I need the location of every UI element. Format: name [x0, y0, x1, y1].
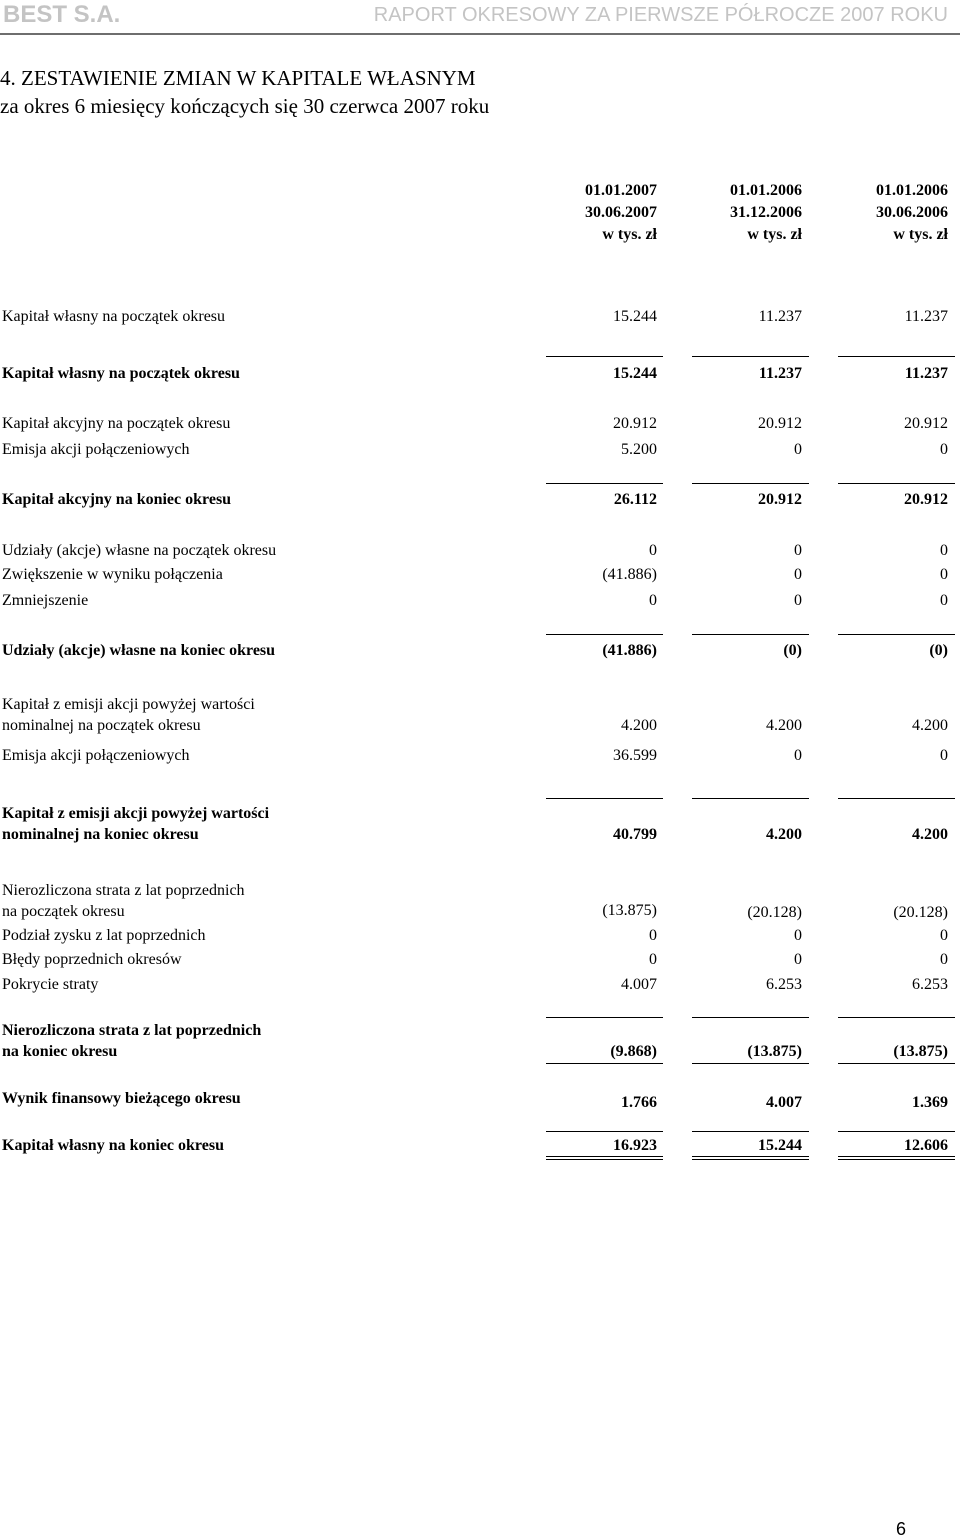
- row-label: Pokrycie straty: [2, 976, 99, 993]
- row-label: Zwiększenie w wyniku połączenia: [2, 566, 223, 583]
- column-header-3: [818, 180, 948, 246]
- row-value: (9.868): [610, 1043, 657, 1060]
- total-double-rule: [692, 1159, 809, 1160]
- row-label: Udziały (akcje) własne na koniec okresu: [2, 642, 276, 659]
- row-value: 11.237: [904, 308, 948, 325]
- row-value: 12.606: [904, 1137, 948, 1154]
- row-value: 15.244: [613, 308, 657, 325]
- subtotal-rule: [838, 634, 955, 635]
- row-label-continued: na koniec okresu: [2, 1043, 118, 1060]
- row-label: Emisja akcji połączeniowych: [2, 747, 190, 764]
- row-value: 0: [649, 927, 657, 944]
- subtotal-rule: [692, 483, 809, 484]
- row-value: (0): [783, 642, 802, 659]
- row-value: (41.886): [602, 642, 657, 659]
- company-name: BEST S.A.: [3, 1, 121, 28]
- row-value: (13.875): [747, 1043, 802, 1060]
- report-title: RAPORT OKRESOWY ZA PIERWSZE PÓŁROCZE 2007 ROKU: [373, 4, 948, 26]
- column-header-2: [672, 180, 802, 246]
- column-header-to: 31.12.2006: [730, 204, 802, 221]
- column-header-unit: w tys. zł: [602, 226, 657, 243]
- row-label: Kapitał własny na początek okresu: [2, 365, 240, 382]
- column-header-from: 01.01.2007: [585, 182, 657, 199]
- total-rule: [546, 1131, 663, 1132]
- subtotal-rule: [692, 1063, 809, 1064]
- row-label-continued: nominalnej na koniec okresu: [2, 826, 199, 843]
- row-label: Udziały (akcje) własne na początek okresu: [2, 542, 277, 559]
- subtotal-rule: [692, 798, 809, 799]
- column-header-unit: w tys. zł: [893, 226, 948, 243]
- header-divider: [0, 33, 960, 35]
- row-value: (41.886): [602, 566, 657, 583]
- row-value: 0: [940, 542, 948, 559]
- row-value: 4.200: [912, 717, 948, 734]
- row-value: 0: [649, 542, 657, 559]
- section-title: 4. ZESTAWIENIE ZMIAN W KAPITALE WŁASNYM: [0, 66, 476, 90]
- row-value: 4.007: [621, 976, 657, 993]
- total-double-rule: [546, 1156, 663, 1157]
- row-label: Kapitał z emisji akcji powyżej wartości: [2, 805, 270, 822]
- subtotal-rule: [692, 634, 809, 635]
- total-rule: [838, 1131, 955, 1132]
- section-subtitle: za okres 6 miesięcy kończących się 30 czerwca 2007 roku: [0, 94, 490, 118]
- row-value: 0: [794, 927, 802, 944]
- column-header-from: 01.01.2006: [876, 182, 948, 199]
- row-value: 20.912: [758, 491, 802, 508]
- row-label-continued: na początek okresu: [2, 903, 125, 920]
- row-value: 0: [649, 951, 657, 968]
- row-value: 0: [940, 592, 948, 609]
- subtotal-rule: [546, 1017, 663, 1018]
- row-value: 0: [794, 951, 802, 968]
- row-value: (20.128): [893, 904, 948, 921]
- total-double-rule: [692, 1156, 809, 1157]
- row-value: 1.369: [912, 1094, 948, 1111]
- row-value: 0: [940, 747, 948, 764]
- row-value: 6.253: [766, 976, 802, 993]
- row-label: Nierozliczona strata z lat poprzednich: [2, 882, 245, 899]
- row-value: 4.007: [766, 1094, 802, 1111]
- subtotal-rule: [838, 798, 955, 799]
- row-value: (0): [929, 642, 948, 659]
- subtotal-rule: [838, 1063, 955, 1064]
- subtotal-rule: [546, 798, 663, 799]
- row-value: 0: [794, 592, 802, 609]
- column-header-to: 30.06.2007: [585, 204, 657, 221]
- column-header-from: 01.01.2006: [730, 182, 802, 199]
- row-label: Emisja akcji połączeniowych: [2, 441, 190, 458]
- row-label: Kapitał własny na koniec okresu: [2, 1137, 224, 1154]
- row-value: 6.253: [912, 976, 948, 993]
- subtotal-rule: [546, 356, 663, 357]
- row-label: Kapitał własny na początek okresu: [2, 308, 226, 325]
- row-label-continued: nominalnej na początek okresu: [2, 717, 201, 734]
- row-value: 0: [649, 592, 657, 609]
- row-value: 0: [794, 566, 802, 583]
- row-value: 11.237: [758, 308, 802, 325]
- subtotal-rule: [546, 634, 663, 635]
- subtotal-rule: [838, 483, 955, 484]
- row-value: 0: [940, 927, 948, 944]
- row-value: 11.237: [758, 365, 802, 382]
- subtotal-rule: [692, 1017, 809, 1018]
- page-number: 6: [895, 1519, 906, 1539]
- row-label: Wynik finansowy bieżącego okresu: [2, 1090, 241, 1107]
- row-label: Kapitał akcyjny na koniec okresu: [2, 491, 232, 508]
- total-rule: [692, 1131, 809, 1132]
- row-value: 20.912: [758, 415, 802, 432]
- row-value: 0: [794, 542, 802, 559]
- row-value: 15.244: [758, 1137, 802, 1154]
- row-value: 0: [940, 441, 948, 458]
- row-label: Podział zysku z lat poprzednich: [2, 927, 206, 944]
- row-value: 36.599: [613, 747, 657, 764]
- row-value: 16.923: [613, 1137, 657, 1154]
- column-header-to: 30.06.2006: [876, 204, 948, 221]
- row-value: 0: [940, 566, 948, 583]
- row-label: Zmniejszenie: [2, 592, 89, 609]
- row-label: Nierozliczona strata z lat poprzednich: [2, 1022, 262, 1039]
- row-value: 0: [940, 951, 948, 968]
- total-double-rule: [838, 1159, 955, 1160]
- row-value: 4.200: [766, 717, 802, 734]
- row-value: 20.912: [904, 491, 948, 508]
- subtotal-rule: [692, 356, 809, 357]
- subtotal-rule: [838, 1017, 955, 1018]
- total-double-rule: [546, 1159, 663, 1160]
- row-value: 26.112: [613, 491, 657, 508]
- column-header-1: [527, 180, 657, 246]
- row-label: Błędy poprzednich okresów: [2, 951, 182, 968]
- row-value: 4.200: [766, 826, 802, 843]
- row-value: 11.237: [904, 365, 948, 382]
- row-value: 20.912: [613, 415, 657, 432]
- row-value: 0: [794, 441, 802, 458]
- subtotal-rule: [546, 483, 663, 484]
- row-value: 40.799: [613, 826, 657, 843]
- row-value: (20.128): [747, 904, 802, 921]
- row-value: (13.875): [602, 902, 657, 919]
- row-label: Kapitał akcyjny na początek okresu: [2, 415, 231, 432]
- row-value: 1.766: [621, 1094, 657, 1111]
- row-label: Kapitał z emisji akcji powyżej wartości: [2, 696, 255, 713]
- row-value: 20.912: [904, 415, 948, 432]
- page-header: [0, 0, 960, 34]
- row-value: (13.875): [893, 1043, 948, 1060]
- row-value: 4.200: [912, 826, 948, 843]
- row-value: 5.200: [621, 441, 657, 458]
- row-value: 4.200: [621, 717, 657, 734]
- column-header-unit: w tys. zł: [747, 226, 802, 243]
- subtotal-rule: [838, 356, 955, 357]
- row-value: 15.244: [613, 365, 657, 382]
- total-double-rule: [838, 1156, 955, 1157]
- row-value: 0: [794, 747, 802, 764]
- subtotal-rule: [546, 1063, 663, 1064]
